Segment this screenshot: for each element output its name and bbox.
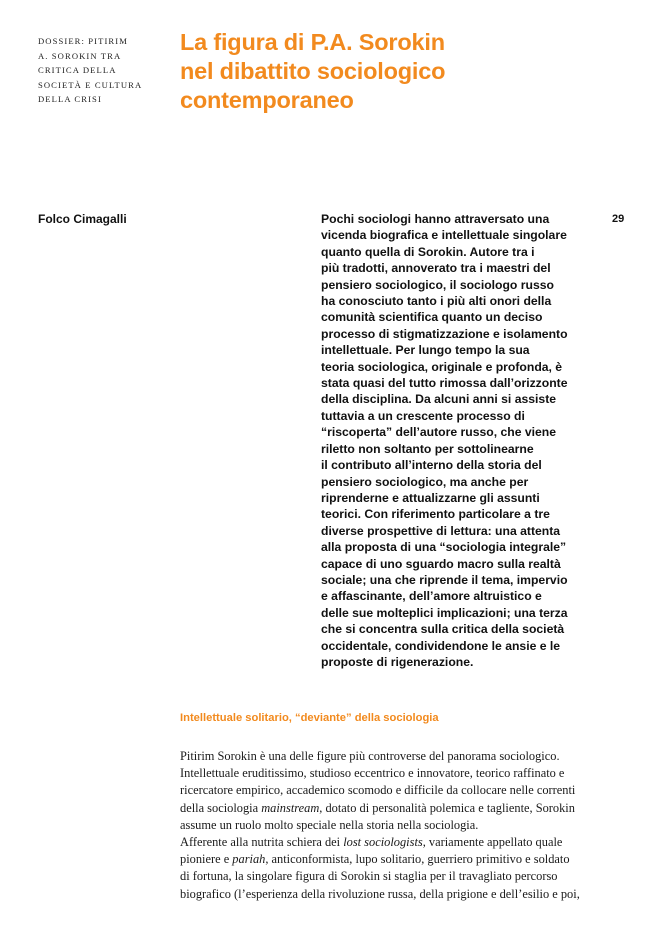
abstract-line: capace di uno sguardo macro sulla realtà	[321, 556, 561, 571]
text-run: , dotato di personalità polemica e tagliente, Sorokin	[319, 800, 575, 815]
abstract-line: “riscoperta” dell’autore russo, che viene	[321, 425, 557, 440]
text-run: Pitirim Sorokin è una delle figure più controverse del panorama sociologico.	[180, 749, 560, 763]
abstract-line: ha conosciuto tanto i più alti onori della	[321, 294, 552, 309]
body-line	[180, 765, 600, 782]
text-run: Intellettuale eruditissimo, studioso eccentrico e innovatore, teorico raffinato e	[180, 766, 565, 781]
text-run: biografico (l’esperienza della rivoluzione russa, della prigione e dell’esilio e poi,	[180, 886, 580, 901]
abstract-line: proposte di rigenerazione.	[321, 654, 474, 669]
abstract	[321, 211, 601, 670]
abstract-line: riletto non soltanto per sottolinearne	[321, 441, 534, 456]
abstract-line: comunità scientifica quanto un deciso	[321, 310, 543, 325]
abstract-line: e affascinante, dell’amore altruistico e	[321, 589, 542, 604]
dossier-label	[38, 34, 168, 107]
text-run: pioniere e	[180, 852, 233, 867]
abstract-line: che si concentra sulla critica della società	[321, 622, 565, 637]
body-line	[180, 851, 600, 868]
italic-term: lost sociologists	[343, 835, 423, 850]
dossier-line: CRITICA DELLA	[38, 65, 117, 76]
abstract-line: riprenderne e attualizzarne gli assunti	[321, 490, 540, 505]
text-run: , variamente appellato quale	[422, 835, 563, 850]
text-run: assume un ruolo molto speciale nella storia nella sociologia.	[180, 817, 479, 832]
body-line	[180, 748, 600, 765]
abstract-line: sociale; una che riprende il tema, impervio	[321, 572, 568, 587]
body-text	[180, 748, 600, 903]
abstract-line: tuttavia a un crescente processo di	[321, 408, 525, 423]
abstract-line: intellettuale. Per lungo tempo la sua	[321, 343, 530, 358]
dossier-line: DOSSIER: PITIRIM	[38, 36, 128, 46]
body-line	[180, 834, 600, 851]
abstract-line: Pochi sociologi hanno attraversato una	[321, 212, 550, 226]
abstract-line: vicenda biografica e intellettuale singolare	[321, 228, 567, 243]
article-title	[180, 28, 620, 114]
body-line	[180, 800, 600, 817]
section-heading: Intellettuale solitario, “deviante” della sociologia	[180, 712, 439, 724]
title-line: contemporaneo	[180, 86, 354, 113]
text-run: Afferente alla nutrita schiera dei	[180, 835, 344, 850]
dossier-line: A. SOROKIN TRA	[38, 50, 122, 61]
body-line	[180, 782, 600, 799]
page-number: 29	[612, 213, 625, 225]
abstract-line: stata quasi del tutto rimossa dall’orizzonte	[321, 376, 568, 391]
italic-term: mainstream	[261, 800, 320, 815]
abstract-line: delle sue molteplici implicazioni; una terza	[321, 605, 568, 620]
abstract-line: teorici. Con riferimento particolare a tre	[321, 507, 550, 522]
title-line: La figura di P.A. Sorokin	[180, 29, 445, 55]
text-run: ricercatore empirico, accademico scomodo e difficile da collocare nelle correnti	[180, 783, 576, 798]
abstract-line: quanto quella di Sorokin. Autore tra i	[321, 244, 535, 259]
text-run: , anticonformista, lupo solitario, guerriero primitivo e soldato	[265, 852, 570, 867]
body-line	[180, 868, 600, 885]
abstract-line: della disciplina. Da alcuni anni si assiste	[321, 392, 557, 407]
dossier-line: SOCIETÀ E CULTURA	[38, 79, 143, 90]
abstract-line: pensiero sociologico, il sociologo russo	[321, 277, 554, 292]
abstract-line: più tradotti, annoverato tra i maestri del	[321, 261, 551, 276]
abstract-line: diverse prospettive di lettura: una attenta	[321, 523, 561, 538]
text-run: di fortuna, la singolare figura di Sorokin si staglia per il travagliato percorso	[180, 869, 558, 884]
abstract-line: il contributo all’interno della storia del	[321, 458, 542, 473]
abstract-line: pensiero sociologico, ma anche per	[321, 474, 529, 489]
body-line	[180, 817, 600, 834]
italic-term: pariah	[232, 852, 266, 867]
title-line: nel dibattito sociologico	[180, 57, 446, 84]
abstract-line: occidentale, condividendone le ansie e le	[321, 638, 561, 653]
text-run: della sociologia	[180, 800, 262, 815]
dossier-line: DELLA CRISI	[38, 94, 102, 105]
body-line	[180, 886, 600, 903]
abstract-line: teoria sociologica, originale e profonda, è	[321, 359, 563, 374]
abstract-line: processo di stigmatizzazione e isolamento	[321, 326, 568, 341]
abstract-line: alla proposta di una “sociologia integrale”	[321, 540, 567, 555]
author-name: Folco Cimagalli	[38, 212, 127, 226]
